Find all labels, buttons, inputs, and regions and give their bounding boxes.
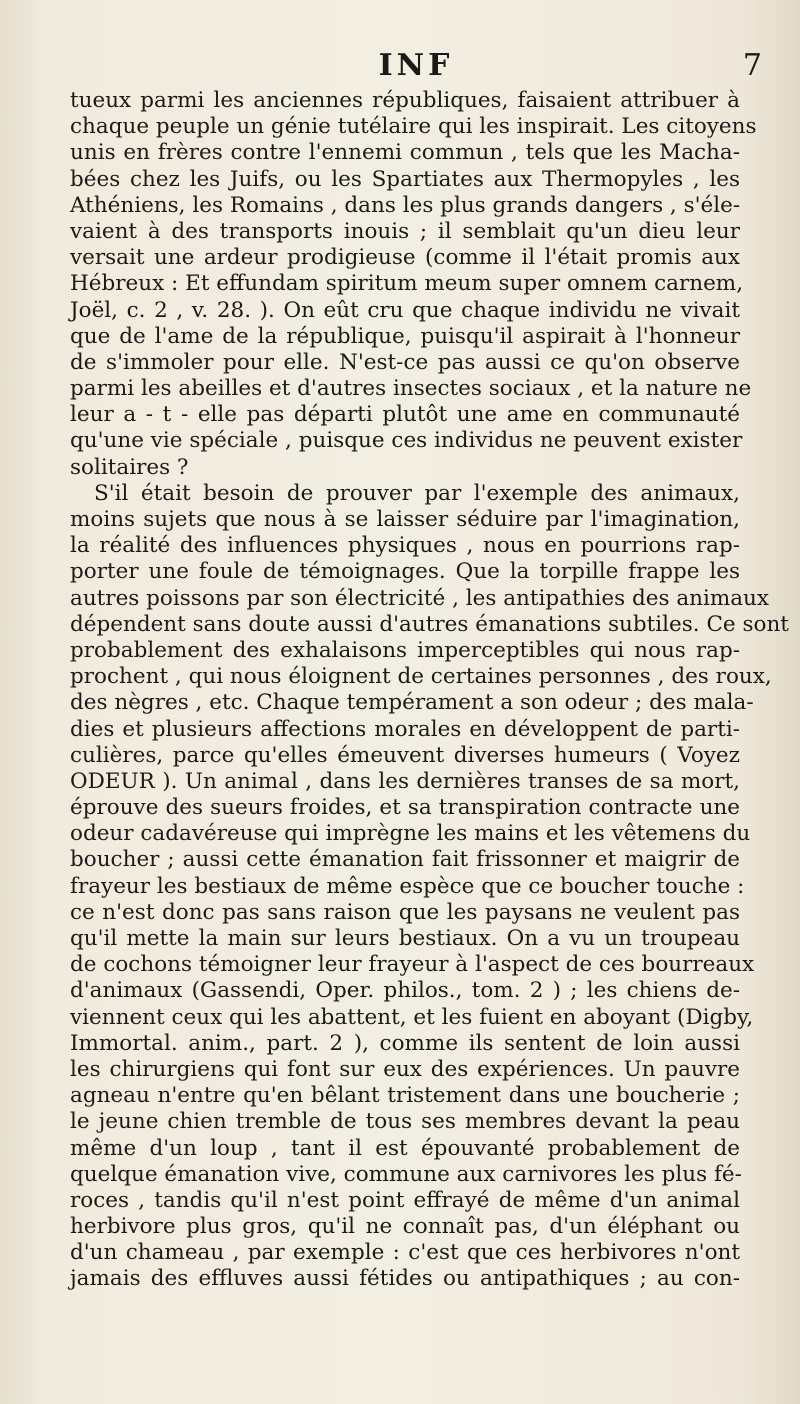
text-line: Hébreux : Et effundam spiritum meum super omnem carnem,: [70, 271, 744, 297]
text-line: solitaires ?: [70, 454, 189, 480]
text-line: roces , tandis qu'il n'est point effrayé de même d'un animal: [70, 1187, 740, 1213]
text-line: ODEUR ). Un animal , dans les dernières transes de sa mort,: [70, 768, 740, 794]
text-line: d'animaux (Gassendi, Oper. philos., tom. 2 ) ; les chiens de-: [70, 978, 740, 1004]
text-line: frayeur les bestiaux de même espèce que ce boucher touche :: [70, 873, 745, 899]
text-line: porter une foule de témoignages. Que la torpille frappe les: [70, 559, 740, 585]
text-line: odeur cadavéreuse qui imprègne les mains et les vêtemens du: [70, 821, 751, 847]
text-line: autres poissons par son électricité , les antipathies des animaux: [70, 585, 770, 611]
text-line: la réalité des influences physiques , nous en pourrions rap-: [70, 533, 740, 559]
text-line: culières, parce qu'elles émeuvent diverses humeurs ( Voyez: [70, 742, 740, 768]
text-line: de cochons témoigner leur frayeur à l'aspect de ces bourreaux: [70, 952, 755, 978]
text-line: moins sujets que nous à se laisser séduire par l'imagination,: [70, 507, 740, 532]
text-line: même d'un loup , tant il est épouvanté probablement de: [70, 1135, 740, 1161]
text-line: Immortal. anim., part. 2 ), comme ils sentent de loin aussi: [70, 1030, 740, 1056]
text-line: dépendent sans doute aussi d'autres émanations subtiles. Ce sont: [70, 611, 789, 637]
text-line: ce n'est donc pas sans raison que les paysans ne veulent pas: [70, 899, 740, 925]
text-line: parmi les abeilles et d'autres insectes sociaux , et la nature ne: [70, 376, 752, 402]
text-line: qu'une vie spéciale , puisque ces individus ne peuvent exister: [70, 428, 743, 454]
text-line: les chirurgiens qui font sur eux des expériences. Un pauvre: [70, 1056, 740, 1082]
text-line: probablement des exhalaisons imperceptibles qui nous rap-: [70, 637, 740, 663]
text-line: éprouve des sueurs froides, et sa transpiration contracte une: [70, 795, 740, 821]
text-line: versait une ardeur prodigieuse (comme il l'était promis aux: [70, 245, 740, 271]
page-header: [70, 48, 762, 88]
text-line: agneau n'entre qu'en bêlant tristement dans une boucherie ;: [70, 1083, 740, 1109]
text-line: bées chez les Juifs, ou les Spartiates aux Thermopyles , les: [70, 166, 740, 192]
text-line: jamais des effluves aussi fétides ou antipathiques ; au con-: [70, 1266, 740, 1292]
text-line: Joël, c. 2 , v. 28. ). On eût cru que chaque individu ne vivait: [70, 297, 740, 323]
text-line: tueux parmi les anciennes républiques, faisaient attribuer à: [70, 88, 740, 113]
text-line: des nègres , etc. Chaque tempérament a son odeur ; des mala-: [70, 690, 754, 716]
text-line: qu'il mette la main sur leurs bestiaux. On a vu un troupeau: [70, 926, 740, 951]
text-line: que de l'ame de la république, puisqu'il aspirait à l'honneur: [70, 323, 740, 349]
text-line: quelque émanation vive, commune aux carnivores les plus fé-: [70, 1161, 742, 1187]
text-line: dies et plusieurs affections morales en développent de parti-: [70, 716, 740, 742]
text-line: herbivore plus gros, qu'il ne connaît pas, d'un éléphant ou: [70, 1214, 740, 1240]
text-line: leur a - t - elle pas départi plutôt une ame en communauté: [70, 402, 740, 428]
text-line: boucher ; aussi cette émanation fait frissonner et maigrir de: [70, 847, 740, 873]
text-line: d'un chameau , par exemple : c'est que ces herbivores n'ont: [70, 1240, 740, 1266]
text-line: Athéniens, les Romains , dans les plus grands dangers , s'éle-: [70, 192, 741, 218]
text-line: viennent ceux qui les abattent, et les fuient en aboyant (Digby,: [70, 1004, 754, 1030]
text-line: de s'immoler pour elle. N'est-ce pas aussi ce qu'on observe: [70, 349, 740, 375]
text-line: prochent , qui nous éloignent de certaines personnes , des roux,: [70, 664, 772, 690]
text-line: chaque peuple un génie tutélaire qui les inspirait. Les citoyens: [70, 114, 757, 140]
text-line: unis en frères contre l'ennemi commun , tels que les Macha-: [70, 140, 740, 166]
body-text: [70, 88, 789, 1293]
text-line: vaient à des transports inouis ; il semblait qu'un dieu leur: [70, 218, 740, 244]
text-line: le jeune chien tremble de tous ses membres devant la peau: [70, 1109, 740, 1135]
page-number: 7: [742, 48, 762, 83]
paragraph-start-line: S'il était besoin de prouver par l'exemple des animaux,: [94, 480, 740, 506]
running-head: INF: [378, 48, 454, 83]
